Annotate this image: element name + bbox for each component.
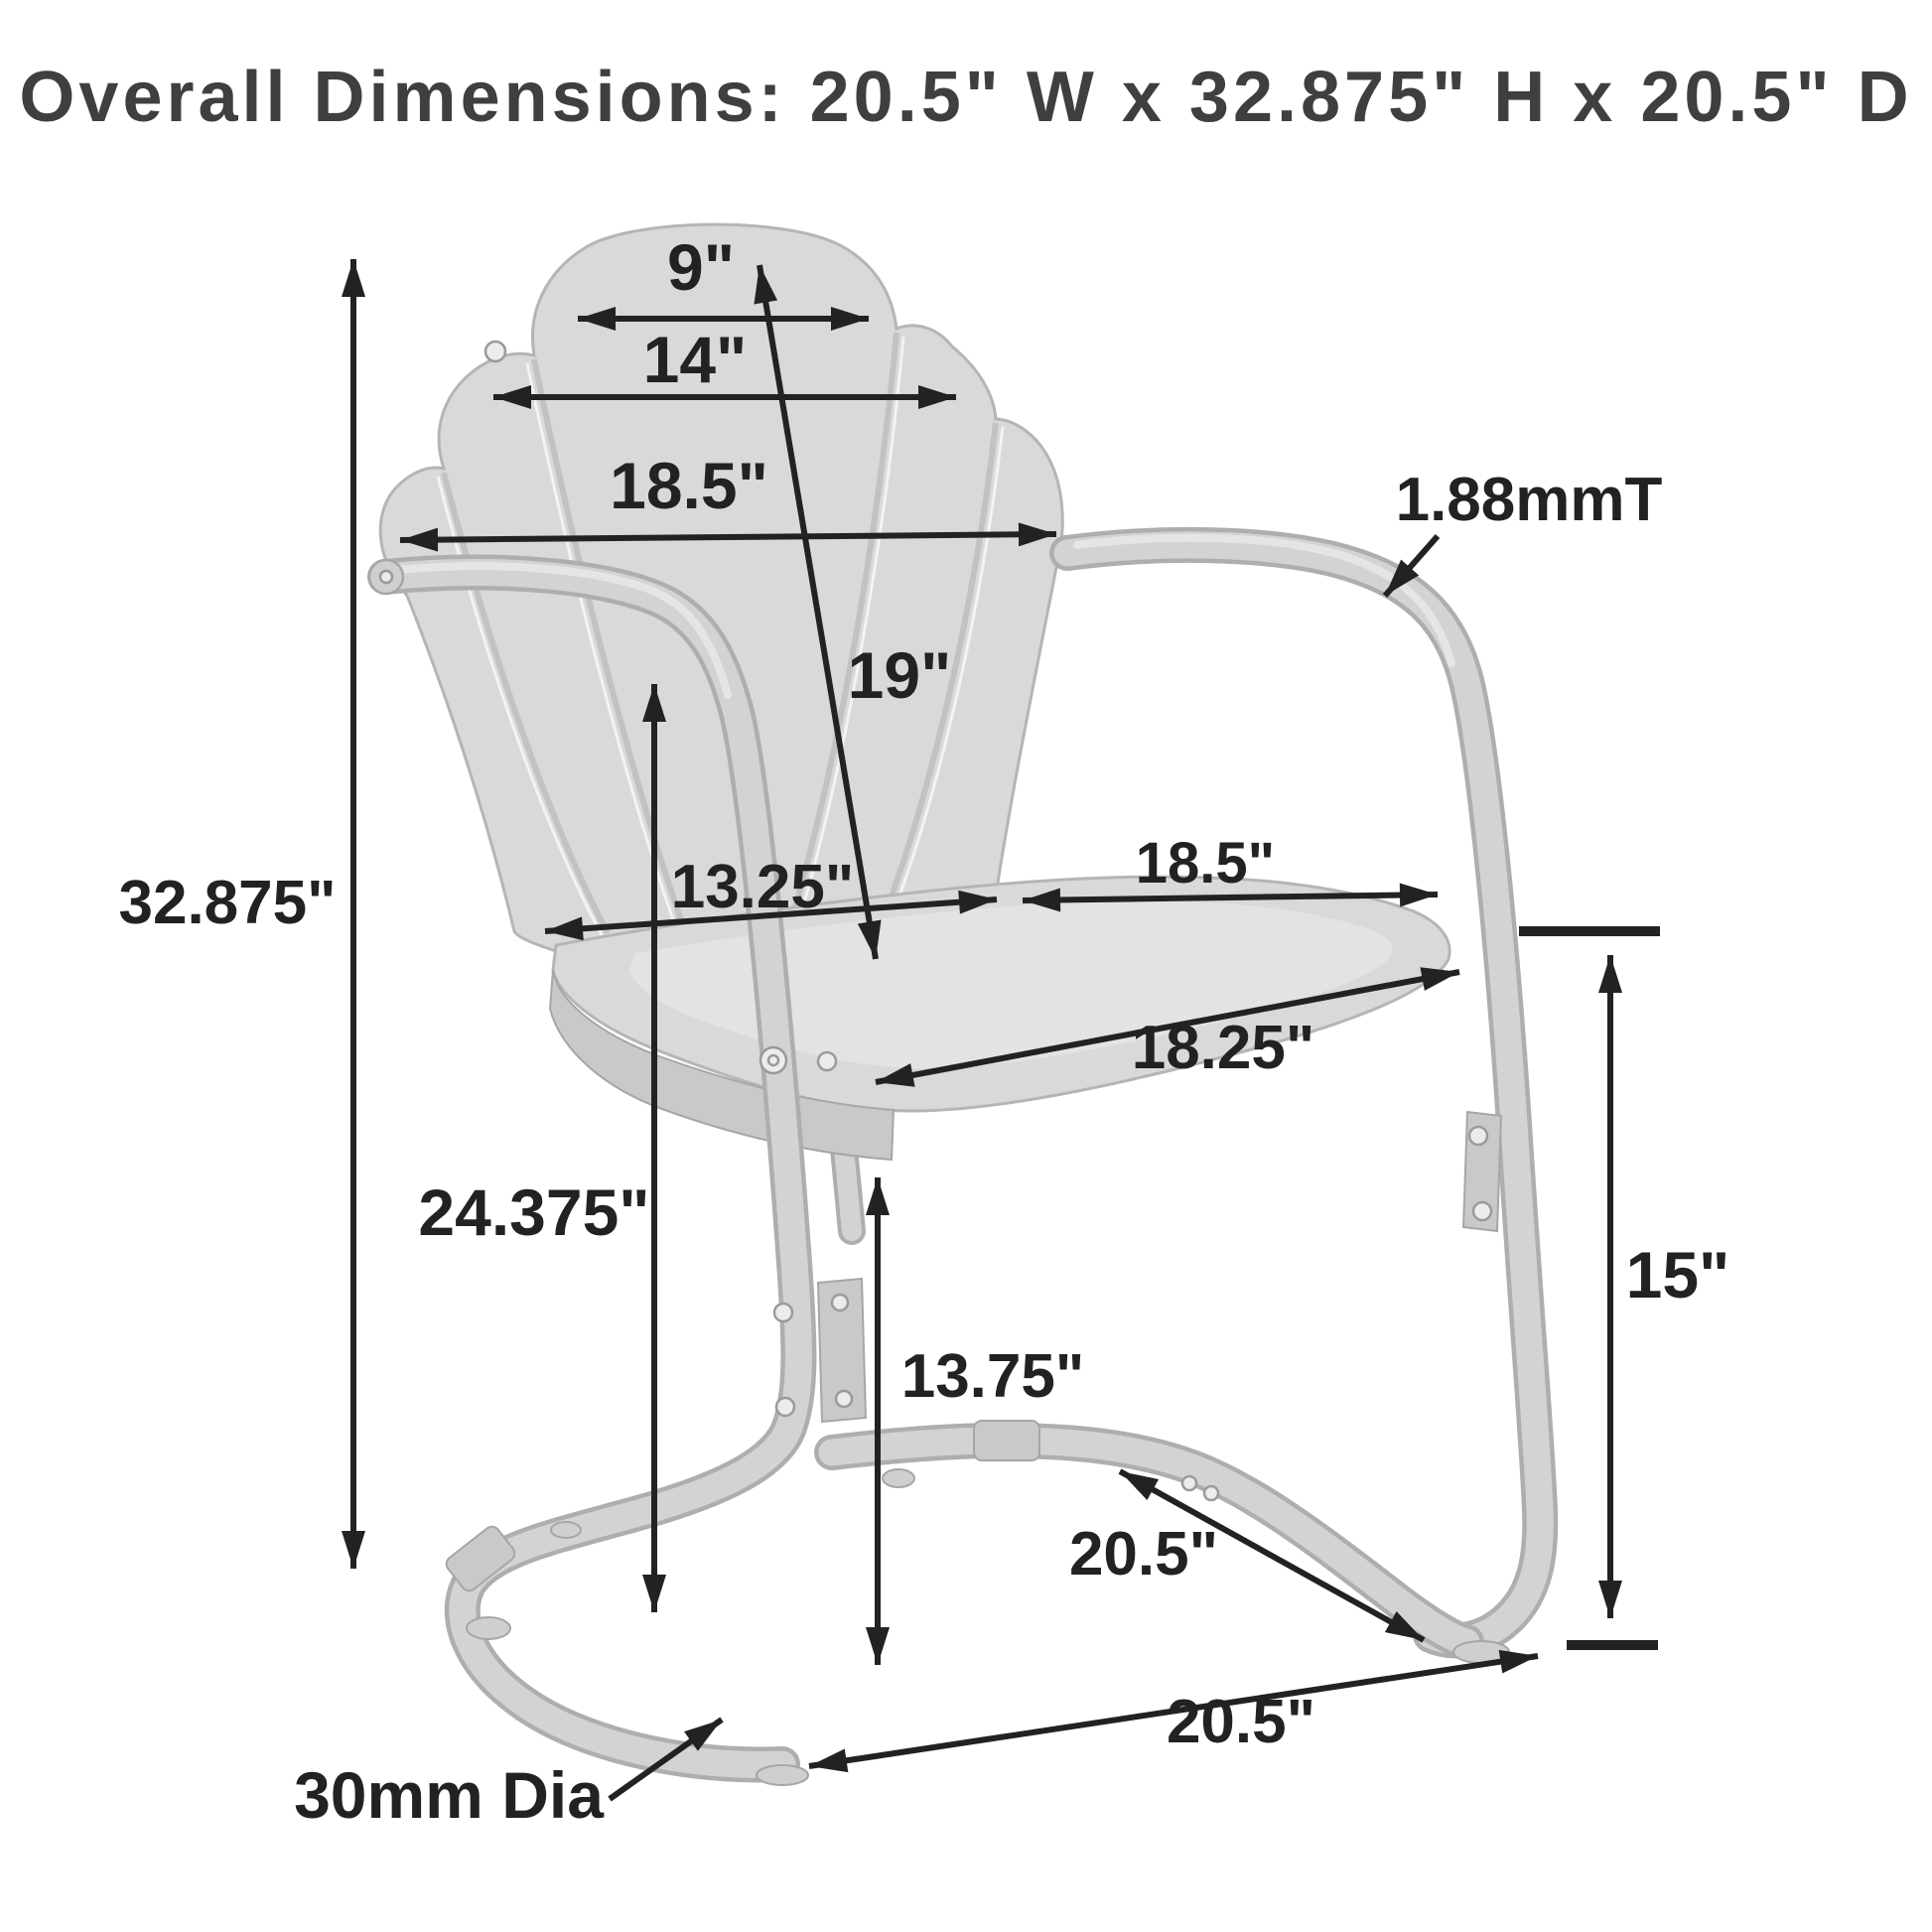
chair-illustration — [369, 224, 1540, 1785]
dim-seat-width-label: 18.5" — [1135, 831, 1276, 896]
right-arm-and-leg-tube — [1067, 538, 1540, 1641]
dim-base-width — [809, 1656, 1538, 1766]
callout-tube-thickness-label: 1.88mmT — [1395, 466, 1663, 534]
callout-tube-diameter — [294, 1720, 722, 1832]
dim-back-top-width-label: 9" — [667, 230, 735, 304]
callout-tube-diameter-label: 30mm Dia — [294, 1758, 604, 1832]
dim-seat-height-label: 15" — [1625, 1238, 1730, 1311]
dim-back-bottom-width-label: 13.25" — [670, 853, 855, 921]
dim-base-depth-label: 20.5" — [1068, 1520, 1219, 1588]
dim-back-diagonal-height-label: 19" — [847, 638, 952, 712]
dim-back-width-label: 18.5" — [610, 449, 768, 522]
left-armrest-endcap — [369, 560, 403, 594]
dim-overall-height — [118, 259, 353, 1569]
dim-seat-depth-label: 18.25" — [1131, 1014, 1315, 1082]
dim-overall-height-label: 32.875" — [118, 869, 337, 937]
dim-back-mid-width-label: 14" — [642, 323, 748, 396]
callout-tube-thickness — [1385, 466, 1663, 596]
rail-sleeve-joint — [974, 1421, 1039, 1460]
dim-base-inner-height-label: 13.75" — [900, 1342, 1085, 1411]
backrest-bolt — [485, 342, 505, 361]
page-title: Overall Dimensions: 20.5" W x 32.875" H x 20.5" D — [19, 58, 1913, 137]
dim-back-post-height-label: 24.375" — [418, 1175, 650, 1249]
dim-base-width-label: 20.5" — [1166, 1688, 1316, 1756]
